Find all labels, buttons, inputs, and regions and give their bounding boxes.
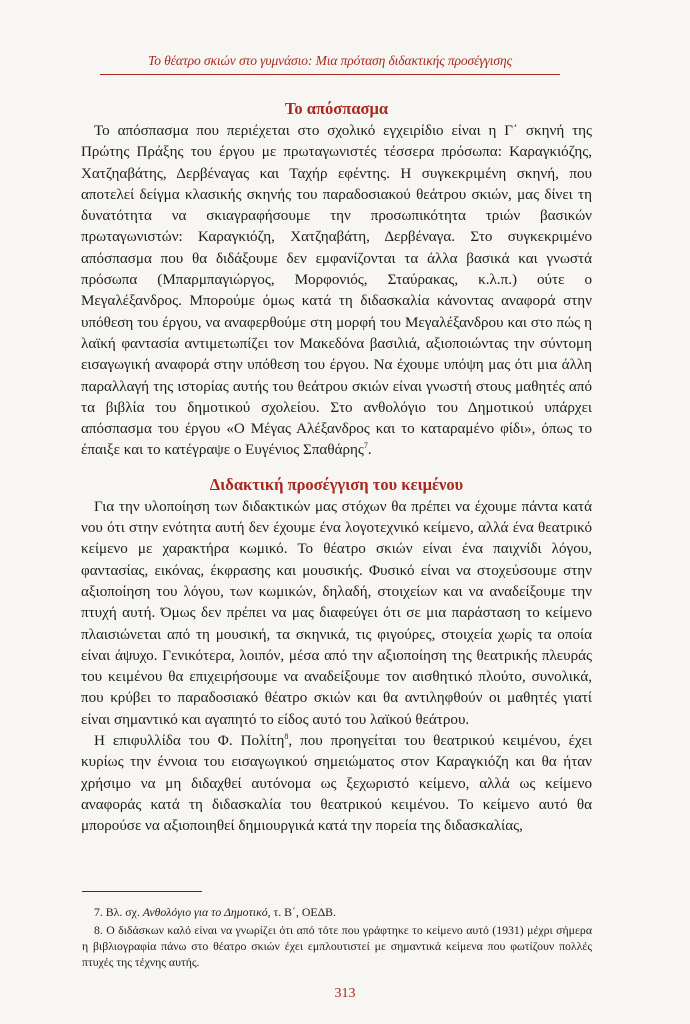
paragraph-didactic-goals: Για την υλοποίηση των διδακτικών μας στόχων θα πρέπει να έχουμε πάντα κατά νου ότι στην ενότητα αυτή δεν έχουμε ένα λογοτεχνικό κείμενο, αλλά ένα θεατρικό κείμενο με χαρακτήρα κωμικό. Το θέατρο σκιών είναι ένα παιχνίδι λόγου, φαντασίας, εικόνας, έκφρασης και μουσικής. Φυσικό είναι να στοχεύσουμε στην αξιοποίηση του λόγου, των κωμικών, δηλαδή, στοιχείων και να αναδείξουμε την πτυχή αυτή. Όμως δεν πρέπει να μας διαφεύγει ότι σε μια παράσταση το κείμενο πλαισιώνεται από τη μουσική, τα σκηνικά, τις φιγούρες, στοιχεία χωρίς τα οποία είναι άψυχο. Γενικότερα, λοιπόν, μέσα από την αξιοποίηση της θεατρικής πλευράς του κειμένου θα επιχειρήσουμε να αναδείξουμε τον αισθητικό πλούτο, συνολικά, που κρύβει το παραδοσιακό θέατρο σκιών και θα αντιληφθούν οι μαθητές γιατί είναι σημαντικό και αγαπητό το είδος αυτό του λαϊκού θεάτρου. — [81, 498, 592, 728]
footnote-ref-8[interactable]: 8 — [284, 731, 289, 741]
main-content — [81, 98, 592, 838]
footnote-8: 8. Ο διδάσκων καλό είναι να γνωρίζει ότι από τότε που γράφτηκε το κείμενο αυτό (1931) μέχρι σήμερα η βιβλιογραφία πάνω στο θέατρο σκιών έχει εμπλουτιστεί με σημαντικά κείμενα που φωτίζουν πολλές πτυχές της τέχνης αυτής. — [82, 923, 592, 969]
footnote-7-suffix: , τ. Β΄, ΟΕΔΒ. — [267, 905, 337, 919]
section-heading-excerpt: Το απόσπασμα — [284, 99, 389, 118]
footnote-7-title: Ανθολόγιο για το Δημοτικό — [142, 905, 268, 919]
footnote-7-prefix: 7. Βλ. σχ. — [94, 905, 143, 919]
section-heading-didactic-approach: Διδακτική προσέγγιση του κειμένου — [209, 474, 464, 494]
paragraph-excerpt — [81, 121, 592, 462]
paragraph-end: . — [367, 442, 372, 459]
paragraph-text: Το απόσπασμα που περιέχεται στο σχολικό εγχειρίδιο είναι η Γ΄ σκηνή της Πρώτης Πράξης του έργου με πρωταγωνιστές τέσσερα πρόσωπα: Καραγκιόζης, Χατζηαβάτης, Δερβέναγας και Ταχήρ εφέντης. Η συγκεκριμένη σκηνή, που αποτελεί δείγμα κλασικής σκηνής του παραδοσιακού θεάτρου σκιών, μας δίνει τη δυνατότητα να σκιαγραφήσουμε την προσωπικότητα τριών βασικών πρωταγωνιστών: Καραγκιόζη, Χατζηαβάτη, Δερβέναγα. Στο συγκεκριμένο απόσπασμα που θα διδάξουμε δεν εμφανίζονται τα άλλα βασικά και γνωστά πρόσωπα (Μπαρμπαγιώργος, Μορφονιός, Σταύρακας, κ.λ.π.) ούτε ο Μεγαλέξανδρος. Μπορούμε όμως κατά τη διδασκαλία κάνοντας αναφορά στην υπόθεση του έργου, να αναφερθούμε στη μορφή του Μεγαλέξανδρου και στο πώς η λαϊκή φαντασία αντιμετωπίζει τον Μακεδόνα βασιλιά, αξιοποιώντας την σύντομη εισαγωγική αναφορά στην υπόθεση του έργου. Να έχουμε υπόψη μας ότι μια άλλη παραλλαγή της ιστορίας αυτής του θεάτρου σκιών είναι γνωστή στους μαθητές από τα βιβλία του δημοτικού σχολείου. Στο ανθολόγιο του Δημοτικού υπάρχει απόσπασμα του έργου «Ο Μέγας Αλέξανδρος και το καταραμένο φίδι», όπως το έπαιξε και το κατέγραψε ο Ευγένιος Σπαθάρης — [81, 123, 592, 459]
running-head-rule — [100, 74, 560, 75]
page-number: 313 — [334, 986, 356, 1001]
paragraph-text-continued: , που προηγείται του θεατρικού κειμένου, έχει κυρίως την έννοια του εισαγωγικού σημειώματος στον Καραγκιόζη και θα ήταν χρήσιμο να μη διδαχθεί αυτόνομα ως ξεχωριστό κείμενο, αλλά ως κείμενο αναφοράς κατά τη διδασκαλία του θεατρικού κειμένου. Το κείμενο αυτό θα μπορούσε να αξιοποιηθεί δημιουργικά κατά την πορεία της διδασκαλίας, — [81, 733, 593, 835]
paragraph-text: Η επιφυλλίδα του Φ. Πολίτη — [94, 733, 285, 750]
running-head: Το θέατρο σκιών στο γυμνάσιο: Μια πρόταση διδακτικής προσέγγισης — [148, 53, 512, 68]
footnotes — [82, 904, 592, 972]
paragraph-politis-essay — [81, 731, 592, 837]
footnote-separator — [82, 891, 202, 892]
footnote-7 — [82, 904, 592, 920]
footnote-ref-7[interactable]: 7 — [363, 441, 368, 451]
